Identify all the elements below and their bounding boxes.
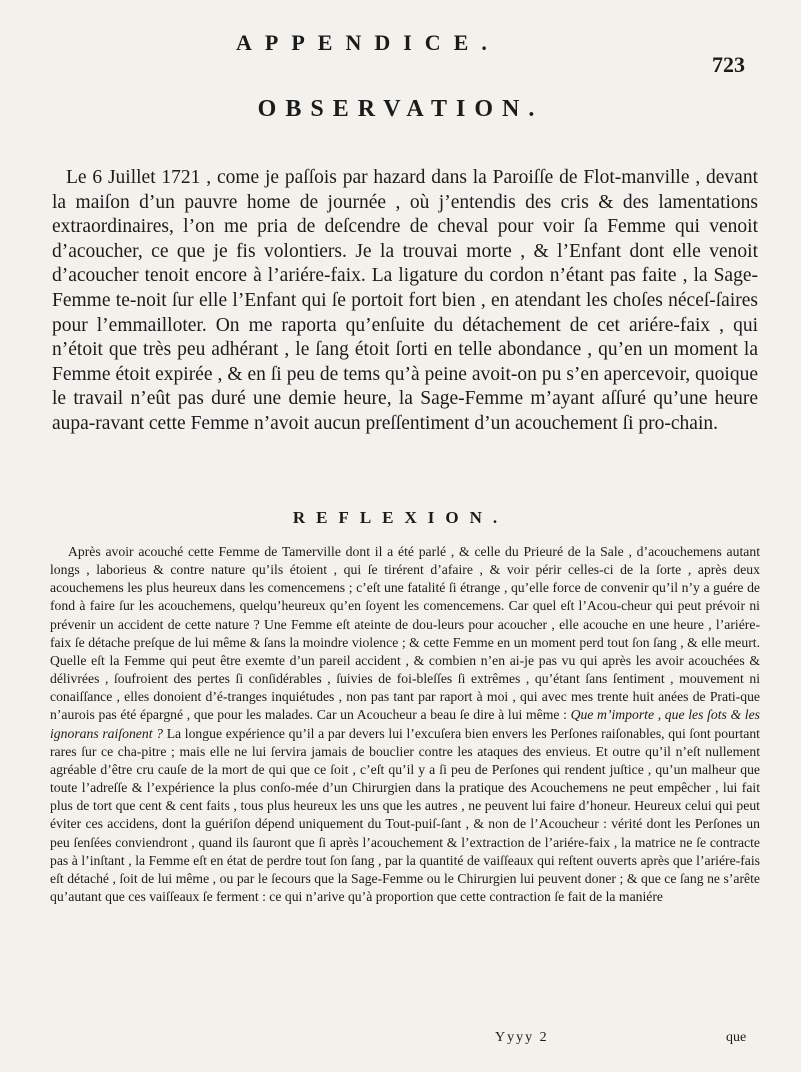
reflexion-quote: Que m’importe , que les ſots & les ignorans raiſonent ? xyxy=(50,707,760,741)
observation-title: OBSERVATION. xyxy=(257,96,544,122)
reflexion-paragraph xyxy=(50,543,760,906)
signature-mark: Yyyy 2 xyxy=(495,1030,549,1045)
observation-paragraph: Le 6 Juillet 1721 , come je paſſois par hazard dans la Paroiſſe de Flot-manville , devant la maiſon d’un pauvre home de journée , où j’entendis des cris & des lamentations extraordinaires, l’on me pria de deſcendre de cheval pour voir ſa Femme qui venoit d’acoucher, ce que je fis volontiers. Je la trouvai morte , & l’Enfant dont elle venoit d’acoucher tenoit encore à l’ariére-faix. La ligature du cordon n’étant pas faite , la Sage-Femme te-noit ſur elle l’Enfant qui ſe portoit fort bien , en atendant les choſes néceſ-ſaires pour l’emmailloter. On me raporta qu’enſuite du détachement de cet ariére-faix , qui n’étoit que très peu adhérant , le ſang étoit ſorti en telle abondance , qu’en un moment la Femme étoit expirée , & en ſi peu de tems qu’à peine avoit-on pu s’en apercevoir, quoique le travail n’eût pas duré une demie heure, la Sage-Femme m’ayant aſſuré qu’une heure aupa-ravant cette Femme n’avoit aucun preſſentiment d’un acouchement ſi pro-chain. xyxy=(52,167,758,434)
reflexion-title: REFLEXION. xyxy=(292,508,509,527)
running-head: APPENDICE. xyxy=(236,30,500,55)
reflexion-text-part-2: La longue expérience qu’il a par devers lui l’excuſera bien envers les Perſones raiſonables, qui ſont pourtant rares ſur ce cha-pitre ; mais elle ne lui ſervira jamais de bouclier contre les ataques des envieus. Et outre qu’il n’eſt nullement agréable d’être cru cauſe de la mort de qui que ce ſoit , c’eſt qu’il y a ſi peu de Perſones qui rendent juſtice , qu’un malheur que toute l’adreſſe & l’expérience la plus conſo-mée d’un Chirurgien dans la pratique des Acouchemens ne peut empêcher , lui fait plus de tort que cent & cent faits , tous plus heureux les uns que les autres , ne peuvent lui faire d’honeur. Heureux celui qui peut éviter ces accidens, dont la guériſon dépend uniquement du Tout-puiſ-ſant , & non de l’Acoucheur : vérité dont les Perſones un peu ſenſées conviendront , quand ils ſauront que ſi après l’acouchement & l’extraction de l’ariére-faix , la matrice ne ſe contracte pas à l’inſtant , la Femme eſt en état de perdre tout ſon ſang , par la quantité de vaiſſeaux qui reſtent ouverts après que l’ariére-fais eſt détaché , ſoit de lui même , ou par le ſecours que la Sage-Femme ou le Chirurgien lui peuvent doner ; & que ce ſang ne s’arête qu’autant que ces vaiſſeaux ſe ferment : ce qui n’arive qu’à proportion que cette contraction ſe fait de la maniére xyxy=(50,725,760,904)
page-header xyxy=(0,22,801,77)
page-number: 723 xyxy=(712,52,745,77)
reflexion-text-part-1: Après avoir acouché cette Femme de Tamerville dont il a été parlé , & celle du Prieuré de la Sale , d’acouchemens autant longs , laborieus & contre nature qu’ils étoient , qui ſe tirérent d’afaire , & voir périr celles-ci de la ſorte , après deux acouchemens les plus heureux dans les comencemens ; c’eſt une fatalité ſi étrange , qu’elle force de convenir qu’il n’y a guére de fond à faire ſur les acouchemens, quelqu’heureux qu’en ſoyent les comencemens. Car quel eſt l’Acou-cheur qui peut prévoir ni prévenir un accident de cette nature ? Une Femme eſt ateinte de dou-leurs pour acoucher , elle acouche en une heure , l’ariére-faix ſe détache preſque de lui même & ſans la moindre violence ; & cette Femme en un moment perd tout ſon ſang , & elle meurt. Quelle eſt la Femme qui peut être exemte d’un pareil accident , & combien n’en ai-je pas vu qui après les avoir acouchées & délivrées , ſoufroient des pertes ſi conſidérables , ſuivies de foi-bleſſes ſi extrêmes , qu’étant ſans ſentiment , mouvement ni conaiſſance , elles donoient d’é-tranges inquiétudes , non pas tant par raport à moi , qui avec mes trente huit anées de Prati-que n’aurois pas été épargné , que pour les malades. Car un Acoucheur a beau ſe dire à lui même : xyxy=(50,544,760,723)
catchword: que xyxy=(726,1030,747,1045)
